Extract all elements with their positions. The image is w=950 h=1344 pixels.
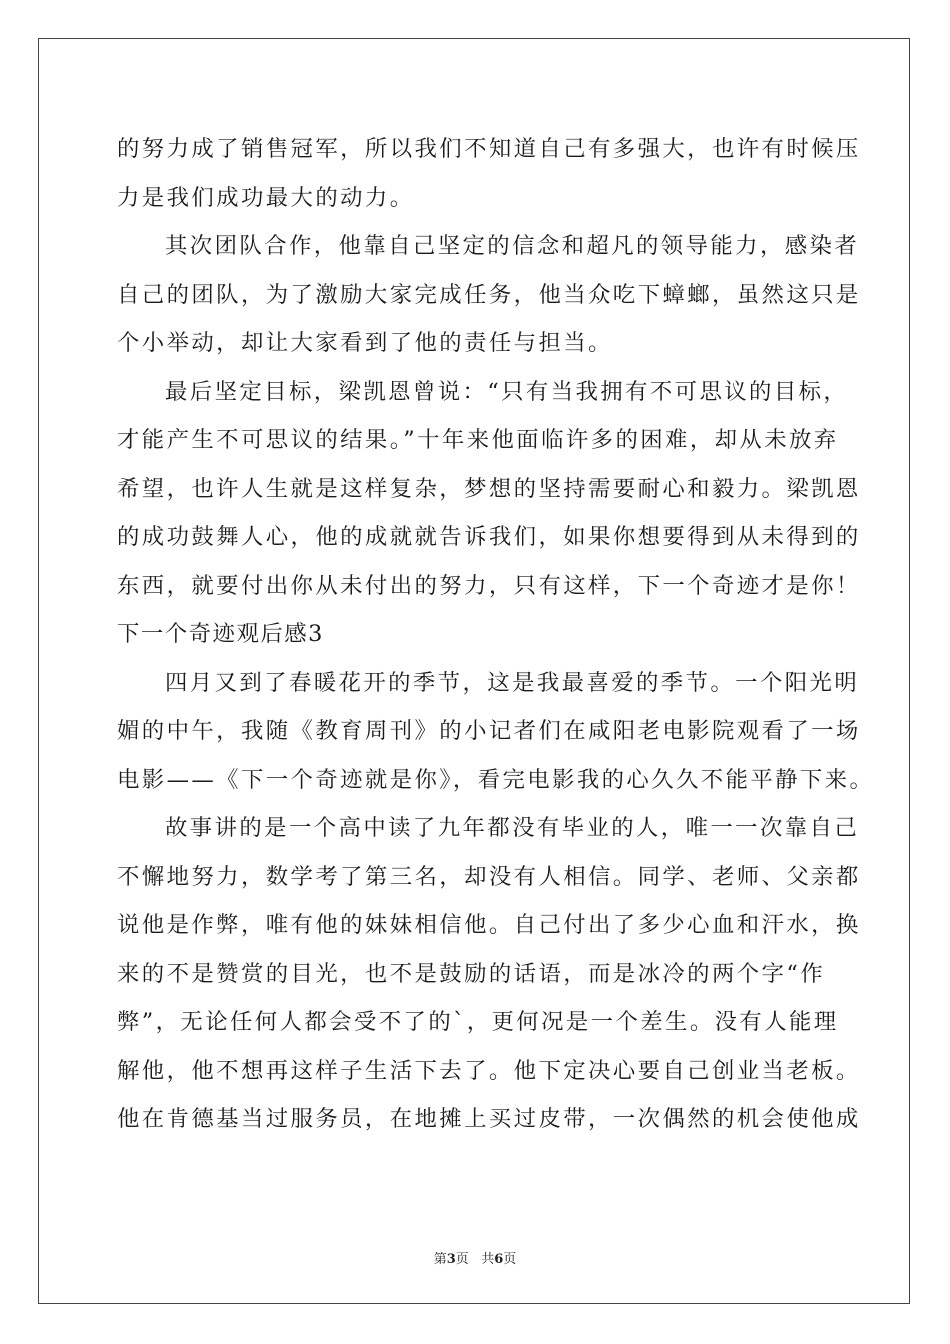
text-line: 说他是作弊，唯有他的妹妹相信他。自己付出了多少心血和汗水，换 xyxy=(117,912,861,938)
text-line: 不懈地努力，数学考了第三名，却没有人相信。同学、老师、父亲都 xyxy=(117,863,861,890)
text-line: 故事讲的是一个高中读了九年都没有毕业的人，唯一一次靠自己 xyxy=(165,815,860,841)
text-line: 来的不是赞赏的目光，也不是鼓励的话语，而是冰冷的两个字“作 xyxy=(117,960,825,987)
text-line: 个小举动，却让大家看到了他的责任与担当。 xyxy=(117,330,613,356)
text-line: 自己的团队，为了激励大家完成任务，他当众吃下蟑螂，虽然这只是 xyxy=(117,281,861,308)
section-heading: 下一个奇迹观后感3 xyxy=(117,621,324,647)
text-line: 的成功鼓舞人心，他的成就就告诉我们，如果你想要得到从未得到的 xyxy=(117,524,861,550)
text-line: 其次团队合作，他靠自己坚定的信念和超凡的领导能力，感染者 xyxy=(165,233,860,259)
text-line: 的努力成了销售冠军，所以我们不知道自己有多强大，也许有时候压 xyxy=(117,136,861,162)
footer-prefix: 第 xyxy=(433,1252,447,1267)
document-body xyxy=(117,127,875,1146)
text-line: 他在肯德基当过服务员，在地摊上买过皮带，一次偶然的机会使他成 xyxy=(117,1106,861,1132)
footer-total-prefix: 共 xyxy=(481,1252,495,1267)
text-line: 解他，他不想再这样子生活下去了。他下定决心要自己创业当老板。 xyxy=(117,1057,861,1084)
text-line: 力是我们成功最大的动力。 xyxy=(117,184,415,211)
text-line: 电影——《下一个奇迹就是你》，看完电影我的心久久不能平静下来。 xyxy=(117,766,875,793)
text-line: 媚的中午，我随《教育周刊》的小记者们在咸阳老电影院观看了一场 xyxy=(117,718,861,744)
total-pages-number: 6 xyxy=(494,1252,504,1267)
text-line: 东西，就要付出你从未付出的努力，只有这样，下一个奇迹才是你！ xyxy=(117,572,861,599)
text-line: 才能产生不可思议的结果。”十年来他面临许多的困难，却从未放弃 xyxy=(117,427,839,453)
text-line: 弊”，无论任何人都会受不了的`，更何况是一个差生。没有人能理 xyxy=(117,1009,839,1035)
text-line: 四月又到了春暖花开的季节，这是我最喜爱的季节。一个阳光明 xyxy=(165,669,860,696)
footer-page-unit: 页 xyxy=(455,1252,469,1267)
page-footer xyxy=(0,1248,950,1267)
footer-total-unit: 页 xyxy=(503,1252,517,1267)
text-line: 希望，也许人生就是这样复杂，梦想的坚持需要耐心和毅力。梁凯恩 xyxy=(117,475,861,502)
current-page-number: 3 xyxy=(446,1252,456,1267)
text-line: 最后坚定目标，梁凯恩曾说：“只有当我拥有不可思议的目标， xyxy=(165,378,849,405)
